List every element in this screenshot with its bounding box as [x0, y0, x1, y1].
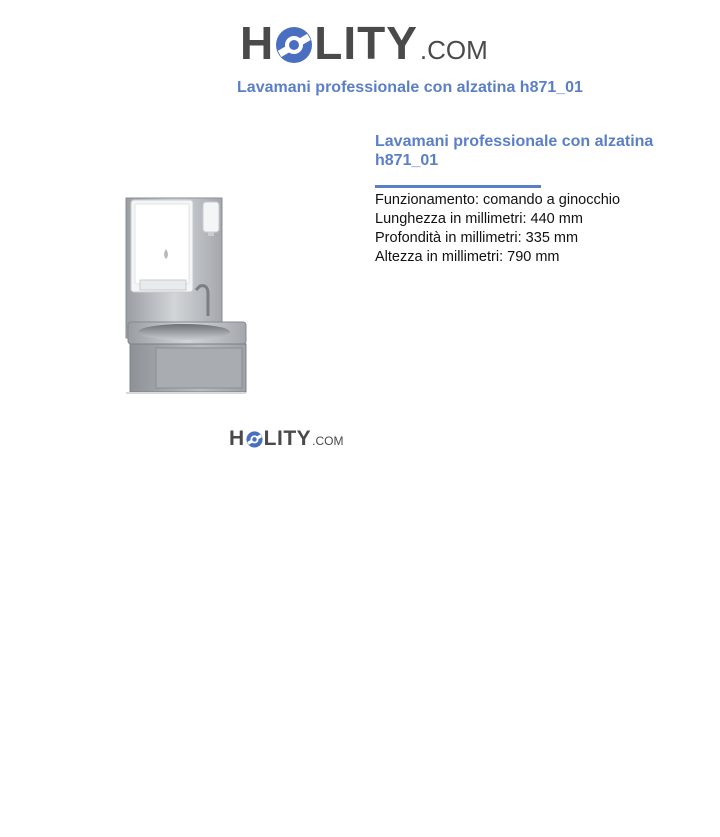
site-logo[interactable]: [240, 12, 488, 69]
shield-o-icon: [246, 428, 263, 449]
hand-wash-basin-image: [122, 194, 252, 394]
spec-operation: Funzionamento: comando a ginocchio: [375, 192, 621, 208]
logo-letter-h: H: [240, 17, 275, 69]
logo-letters-lity: LITY: [263, 427, 312, 450]
title-divider: [375, 185, 541, 188]
page-title: Lavamani professionale con alzatina h871_01: [237, 79, 583, 96]
product-title: Lavamani professionale con alzatina h871_01: [375, 133, 654, 169]
spec-depth: Profondità in millimetri: 335 mm: [375, 230, 579, 246]
logo-letter-h: H: [229, 427, 245, 450]
image-watermark-logo: [229, 424, 344, 449]
product-info: [375, 132, 675, 267]
shield-o-icon: [275, 20, 313, 66]
logo-suffix: .COM: [419, 35, 488, 65]
logo-letters-lity: LITY: [314, 17, 418, 69]
logo-suffix: .COM: [312, 434, 344, 448]
spec-height: Altezza in millimetri: 790 mm: [375, 249, 560, 265]
spec-length: Lunghezza in millimetri: 440 mm: [375, 211, 583, 227]
